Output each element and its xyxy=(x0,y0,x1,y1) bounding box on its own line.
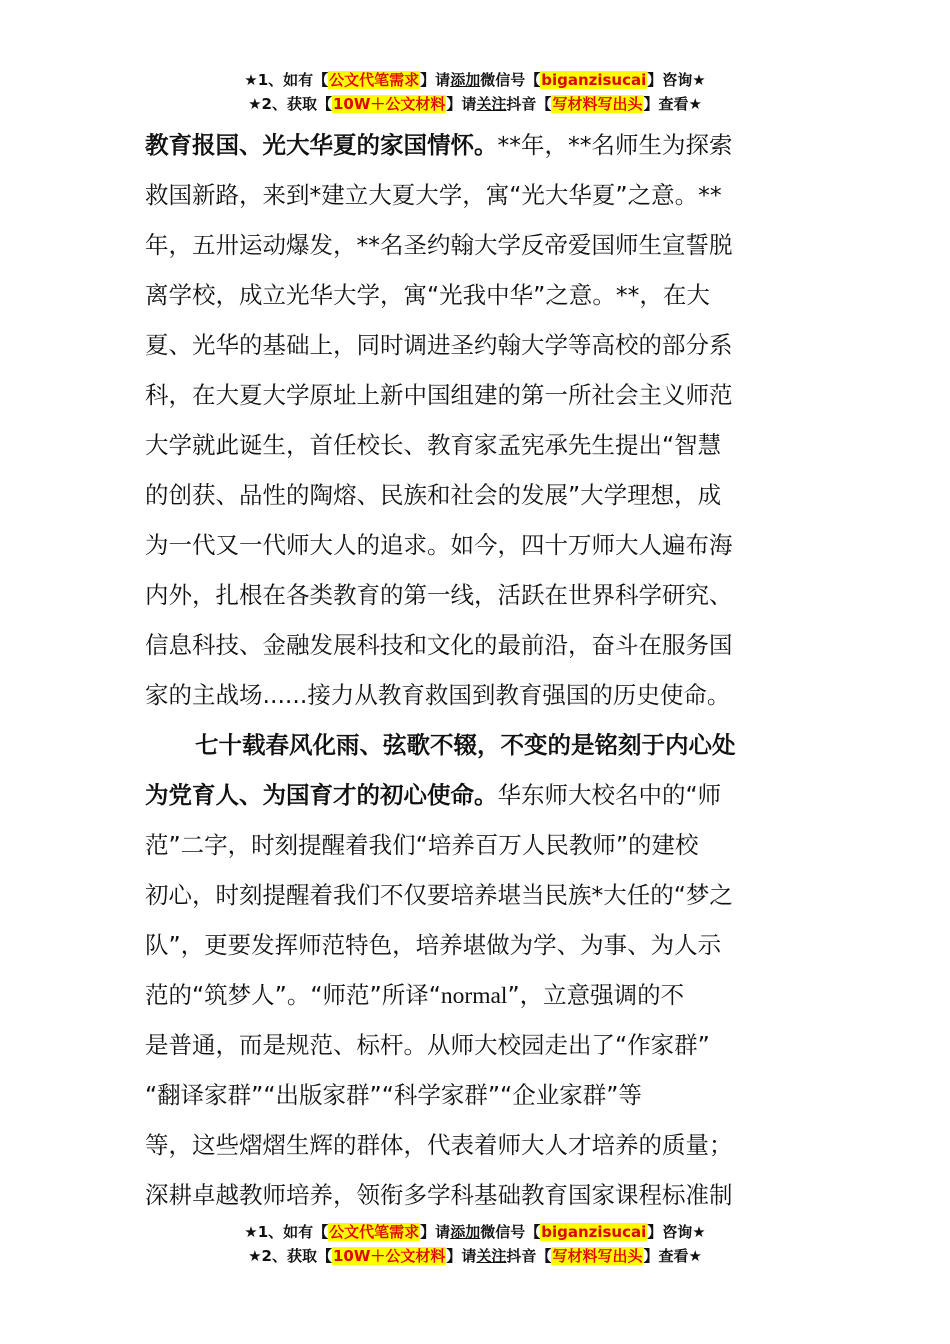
paragraph-1 xyxy=(145,120,807,720)
banner-text: 】查看★ xyxy=(643,95,702,113)
text-line: 年，五卅运动爆发，**名圣约翰大学反帝爱国师生宣誓脱 xyxy=(145,231,733,259)
text-line xyxy=(145,120,807,170)
text-line xyxy=(145,970,807,1020)
text-line: 初心，时刻提醒着我们不仅要培养堪当民族*大任的“梦之 xyxy=(145,881,733,909)
banner-text: 】请 xyxy=(420,1223,451,1241)
banner-text: 微信号【 xyxy=(480,71,541,89)
banner-text: ★1、如有【 xyxy=(244,71,329,89)
latin-word: normal xyxy=(440,983,508,1009)
banner-highlight: 10W＋公文材料 xyxy=(332,1247,446,1265)
banner-highlight: 公文代笔需求 xyxy=(329,71,420,89)
banner-line-1 xyxy=(0,1220,950,1244)
banner-highlight: 10W＋公文材料 xyxy=(332,95,446,113)
text-span: **年，**名师生为探索 xyxy=(497,131,733,159)
banner-highlight: biganzisucai xyxy=(541,1223,647,1241)
banner-text: 】请 xyxy=(446,95,477,113)
banner-highlight: 写材料写出头 xyxy=(552,1247,643,1265)
banner-text: ★2、获取【 xyxy=(248,1247,332,1265)
text-line: 的创获、品性的陶熔、民族和社会的发展”大学理想，成 xyxy=(145,481,722,509)
banner-highlight: biganzisucai xyxy=(541,71,647,89)
banner-highlight: 公文代笔需求 xyxy=(329,1223,420,1241)
banner-text: 】请 xyxy=(420,71,451,89)
banner-highlight: 写材料写出头 xyxy=(552,95,643,113)
text-line: 大学就此诞生，首任校长、教育家孟宪承先生提出“智慧 xyxy=(145,431,722,459)
bold-lead: 教育报国、光大华夏的家国情怀。 xyxy=(145,131,498,159)
text-line: 范”二字，时刻提醒着我们“培养百万人民教师”的建校 xyxy=(145,831,699,859)
text-line: 救国新路，来到*建立大夏大学，寓“光大华夏”之意。** xyxy=(145,181,722,209)
text-span: 范的“筑梦人”。“师范”所译“ xyxy=(145,981,441,1009)
banner-underline: 添加 xyxy=(450,71,481,89)
footer-banner xyxy=(0,1220,950,1268)
header-banner xyxy=(0,68,950,116)
text-span: 华东师大校名中的“师 xyxy=(497,781,722,809)
bold-lead: 为党育人、为国育才的初心使命。 xyxy=(145,781,498,809)
text-line: 夏、光华的基础上，同时调进圣约翰大学等高校的部分系 xyxy=(145,331,733,359)
banner-line-2 xyxy=(0,92,950,116)
banner-underline: 添加 xyxy=(450,1223,481,1241)
banner-text: 】查看★ xyxy=(643,1247,702,1265)
banner-text: 】请 xyxy=(446,1247,477,1265)
text-line: “翻译家群”“出版家群”“科学家群”“企业家群”等 xyxy=(145,1081,642,1109)
text-line: 是普通，而是规范、标杆。从师大校园走出了“作家群” xyxy=(145,1031,710,1059)
banner-line-2 xyxy=(0,1244,950,1268)
text-line xyxy=(145,770,807,820)
banner-text: 抖音【 xyxy=(506,95,552,113)
document-body xyxy=(145,120,807,1220)
banner-line-1 xyxy=(0,68,950,92)
text-line: 家的主战场......接力从教育救国到教育强国的历史使命。 xyxy=(145,681,731,709)
text-line: 内外，扎根在各类教育的第一线，活跃在世界科学研究、 xyxy=(145,581,733,609)
banner-underline: 关注 xyxy=(476,1247,507,1265)
banner-text: ★1、如有【 xyxy=(244,1223,329,1241)
text-line: 信息科技、金融发展科技和文化的最前沿，奋斗在服务国 xyxy=(145,631,733,659)
text-line: 科，在大夏大学原址上新中国组建的第一所社会主义师范 xyxy=(145,381,733,409)
text-span: ”，立意强调的不 xyxy=(507,981,685,1009)
text-line: 深耕卓越教师培养，领衔多学科基础教育国家课程标准制 xyxy=(145,1181,733,1209)
text-line: 离学校，成立光华大学，寓“光我中华”之意。**，在大 xyxy=(145,281,710,309)
banner-text: 抖音【 xyxy=(506,1247,552,1265)
banner-underline: 关注 xyxy=(476,95,507,113)
banner-text: 】咨询★ xyxy=(647,71,706,89)
banner-text: 】咨询★ xyxy=(647,1223,706,1241)
bold-lead: 七十载春风化雨、弦歌不辍，不变的是铭刻于内心处 xyxy=(195,731,736,759)
text-line: 为一代又一代师大人的追求。如今，四十万师大人遍布海 xyxy=(145,531,733,559)
text-line: 队”，更要发挥师范特色，培养堪做为学、为事、为人示 xyxy=(145,931,722,959)
text-line: 等，这些熠熠生辉的群体，代表着师大人才培养的质量； xyxy=(145,1131,733,1159)
banner-text: 微信号【 xyxy=(480,1223,541,1241)
banner-text: ★2、获取【 xyxy=(248,95,332,113)
paragraph-2 xyxy=(145,720,807,1220)
